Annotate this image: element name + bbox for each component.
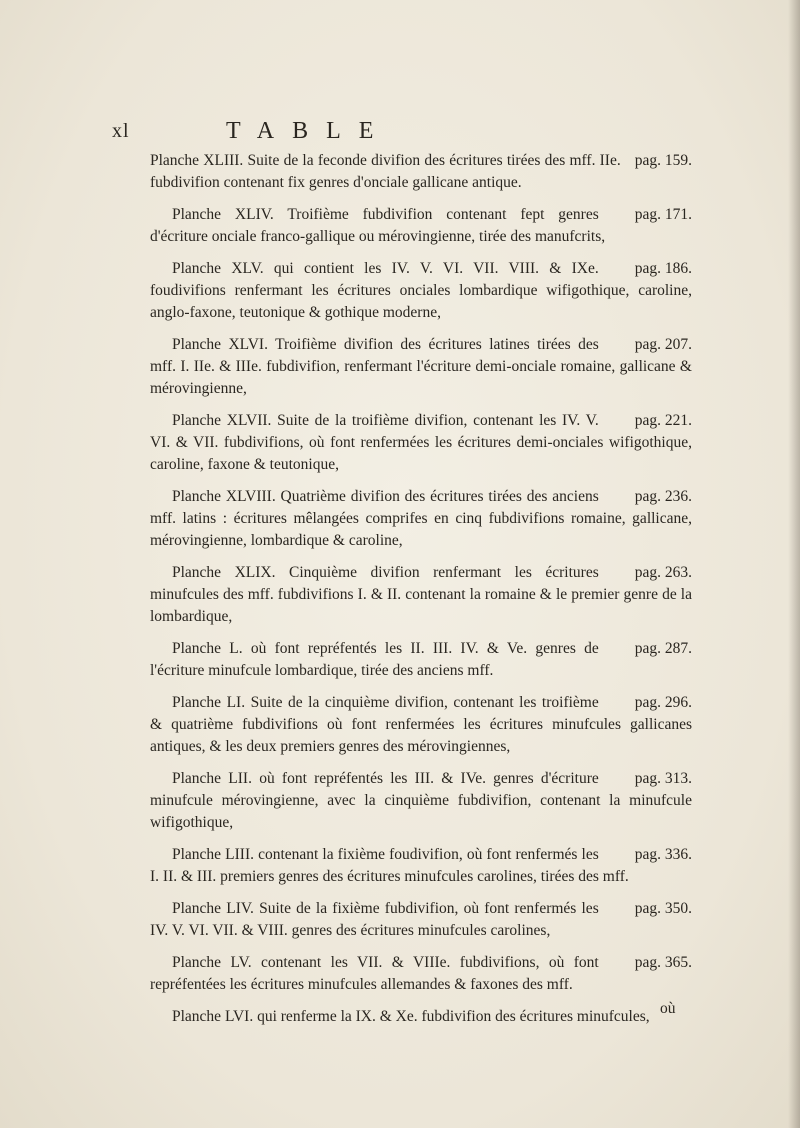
entry-page-ref: pag. 350. (634, 900, 692, 917)
entry-page-ref: pag. 296. (634, 694, 692, 711)
page-title: TABLE (226, 118, 392, 144)
entry-text: Planche XLIX. Cinquième divifion renfermant les écritures minufcules des mff. fubdivifions I. & II. contenant la romaine & le premier genre de la lombardique, (150, 564, 692, 625)
table-entry (150, 1006, 692, 1028)
running-head (112, 118, 732, 148)
entry-page-ref: pag. 207. (634, 336, 692, 353)
entry-text: Planche LIII. contenant la fixième foudivifion, où font renfermés les I. II. & III. premiers genres des écritures minufcules carolines, tirées des mff. (150, 846, 629, 885)
entry-text: Planche XLVIII. Quatrième divifion des écritures tirées des anciens mff. latins : écritures mêlangées comprifes en cinq fubdivifions romaine, gallicane, mérovingienne, lombardique & caroline, (150, 488, 692, 549)
entry-page-ref: pag. 186. (634, 260, 692, 277)
entry-text: Planche LI. Suite de la cinquième divifion, contenant les troifième & quatrième fubdivifions où font renfermées les écritures minufcules gallicanes antiques, & les deux premiers genres des mérovingiennes, (150, 694, 692, 755)
entry-text: Planche XLIII. Suite de la feconde divifion des écritures tirées des mff. IIe. fubdivifion contenant fix genres d'onciale gallicane antique. (150, 152, 621, 191)
entry-text: Planche XLVI. Troifième divifion des écritures latines tirées des mff. I. IIe. & IIIe. fubdivifion, renfermant l'écriture demi-onciale romaine, gallicane & mérovingienne, (150, 336, 692, 397)
table-entry (150, 410, 692, 476)
entry-text: Planche XLVII. Suite de la troifième divifion, contenant les IV. V. VI. & VII. fubdivifions, où font renfermées les écritures demi-onciales wifigothique, caroline, faxone & teutonique, (150, 412, 692, 473)
table-entry (150, 638, 692, 682)
table-entry (150, 898, 692, 942)
entry-text: Planche XLIV. Troifième fubdivifion contenant fept genres d'écriture onciale franco-gallique ou mérovingienne, tirée des manufcrits, (150, 206, 606, 245)
page-edge-shadow (788, 0, 800, 1128)
entry-text: Planche L. où font repréfentés les II. III. IV. & Ve. genres de l'écriture minufcule lombardique, tirée des anciens mff. (150, 640, 599, 679)
entry-page-ref: pag. 287. (634, 640, 692, 657)
entry-text: Planche LIV. Suite de la fixième fubdivifion, où font renfermés les IV. V. VI. VII. & VIII. genres des écritures minufcules carolines, (150, 900, 599, 939)
catchword: où (660, 1000, 676, 1017)
entry-page-ref: pag. 263. (634, 564, 692, 581)
entry-text: Planche LII. où font repréfentés les III. & IVe. genres d'écriture minufcule mérovingienne, avec la cinquième fubdivifion, contenant la minufcule wifigothique, (150, 770, 692, 831)
entry-text: Planche XLV. qui contient les IV. V. VI. VII. VIII. & IXe. foudivifions renfermant les écritures onciales lombardique wifigothique, caroline, anglo-faxone, teutonique & gothique moderne, (150, 260, 692, 321)
entry-page-ref: pag. 171. (634, 206, 692, 223)
entry-page-ref: pag. 221. (634, 412, 692, 429)
table-entry (150, 562, 692, 628)
entry-text: Planche LVI. qui renferme la IX. & Xe. fubdivifion des écritures minufcules, (172, 1008, 650, 1025)
table-entry (120, 150, 692, 194)
table-entry (150, 258, 692, 324)
page-folio: xl (112, 120, 130, 142)
entry-page-ref: pag. 365. (634, 954, 692, 971)
table-entries (150, 150, 692, 1038)
table-entry (150, 486, 692, 552)
table-entry (150, 768, 692, 834)
entry-page-ref: pag. 336. (634, 846, 692, 863)
table-entry (150, 204, 692, 248)
table-entry (150, 692, 692, 758)
table-entry (150, 952, 692, 996)
entry-text: Planche LV. contenant les VII. & VIIIe. fubdivifions, où font repréfentées les écritures minufcules allemandes & faxones des mff. (150, 954, 599, 993)
table-entry (150, 844, 692, 888)
entry-page-ref: pag. 159. (634, 152, 692, 169)
table-entry (150, 334, 692, 400)
entry-page-ref: pag. 313. (634, 770, 692, 787)
entry-page-ref: pag. 236. (634, 488, 692, 505)
